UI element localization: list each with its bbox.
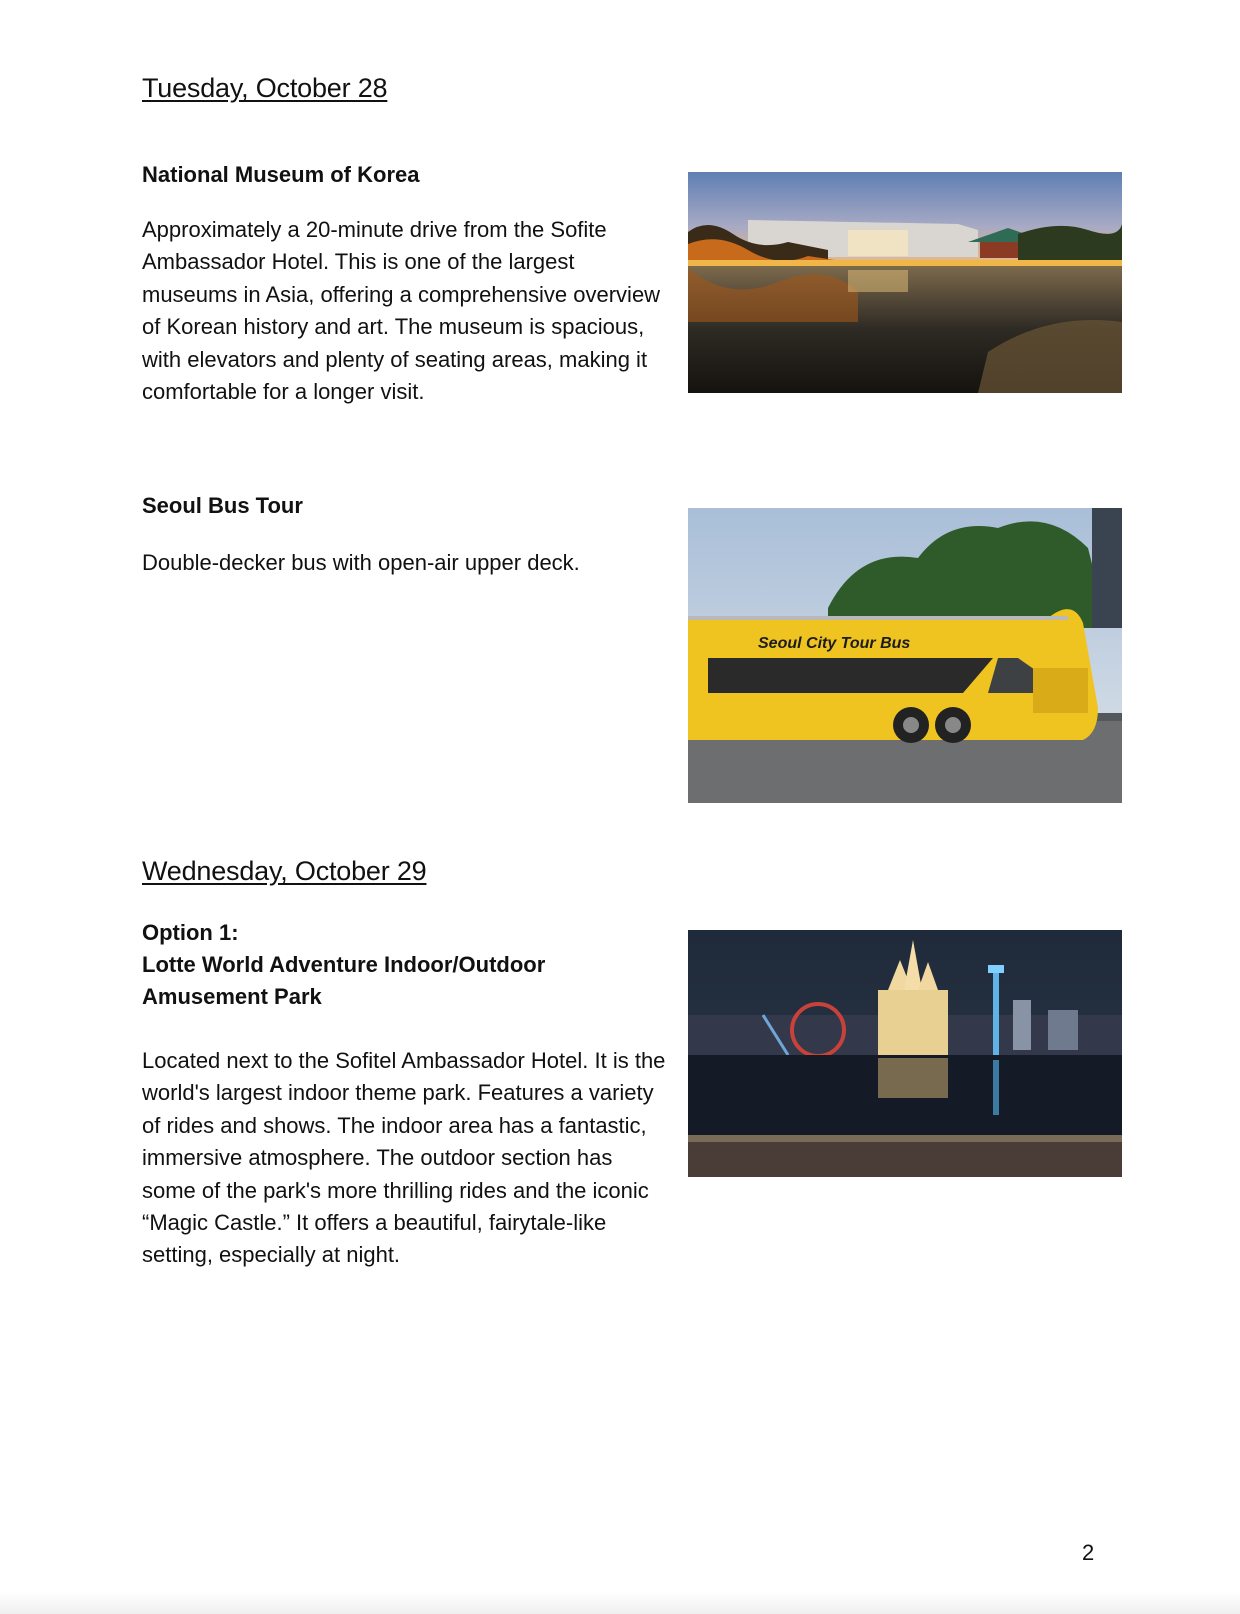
lotte-world-photo: [688, 930, 1122, 1177]
activity-title-national-museum: National Museum of Korea: [142, 162, 420, 187]
bus-side-lettering: Seoul City Tour Bus: [758, 635, 911, 652]
national-museum-photo: [688, 172, 1122, 393]
activity-title-seoul-bus-tour: Seoul Bus Tour: [142, 493, 303, 518]
page-number: 2: [1082, 1540, 1095, 1565]
activity-description-national-museum: Approximately a 20-minute drive from the Sofite Ambassador Hotel. This is one of the largest museums in Asia, offering a comprehensive overview of Korean history and art. The museum is spacious, with elevators and plenty of seating areas, making it comfortable for a longer visit.: [142, 217, 661, 405]
activity-description-lotte-world: Located next to the Sofitel Ambassador Hotel. It is the world's largest indoor theme park. Features a variety of rides and shows. The indoor area has a fantastic, immersive atmosphere. The outdoor section has some of the park's more thrilling rides and the iconic “Magic Castle.” It offers a beautiful, fairytale-like setting, especially at night.: [142, 1048, 666, 1268]
seoul-bus-tour-photo: [688, 508, 1122, 803]
activity-description-seoul-bus-tour: Double-decker bus with open-air upper deck.: [142, 550, 580, 575]
activity-title-lotte-world: [142, 917, 662, 1013]
option-label: Option 1:: [142, 920, 239, 945]
day-heading-wednesday: Wednesday, October 29: [142, 856, 427, 886]
page-bottom-shadow: [0, 1592, 1240, 1614]
day-heading-tuesday: Tuesday, October 28: [142, 73, 388, 103]
activity-title-text: Lotte World Adventure Indoor/Outdoor Amusement Park: [142, 952, 546, 1009]
